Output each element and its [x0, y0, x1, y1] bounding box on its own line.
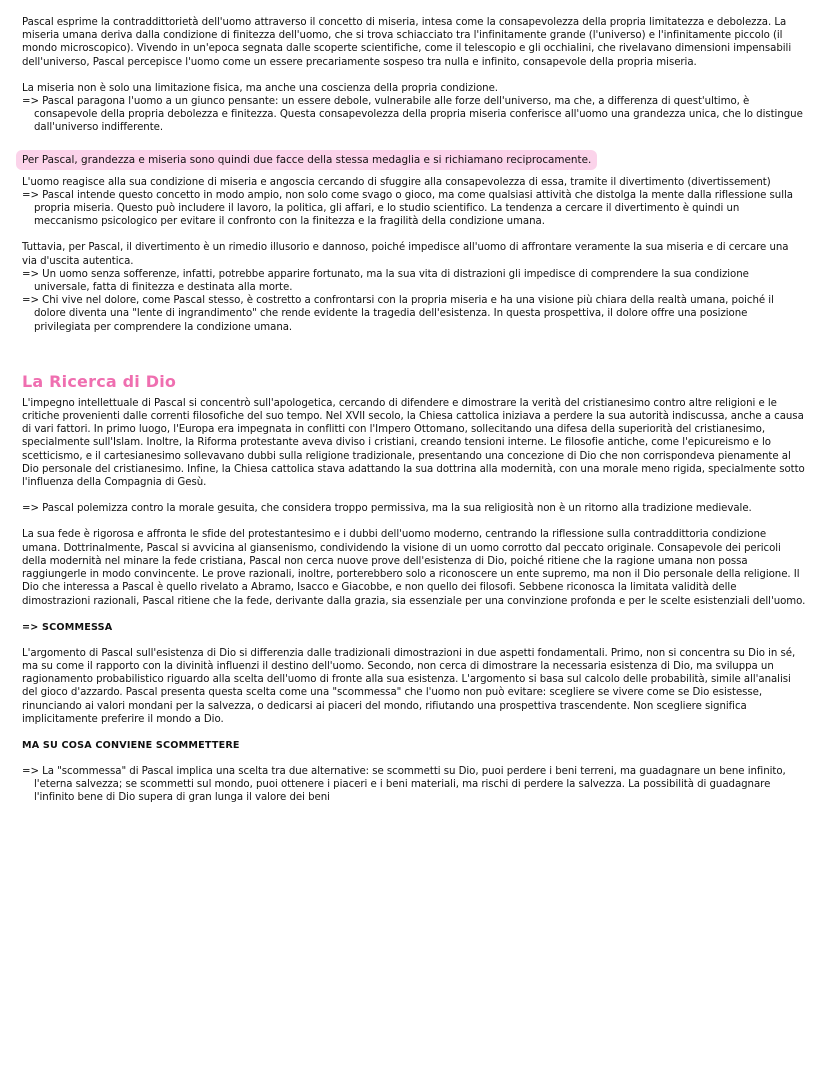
paragraph-divertimento: L'uomo reagisce alla sua condizione di miseria e angoscia cercando di sfuggire alla consapevolezza di essa, tramite il divertimento (divertissement)	[22, 176, 771, 188]
paragraph-fede-rigorosa: La sua fede è rigorosa e affronta le sfide del protestantesimo e i dubbi dell'uomo moderno, centrando la riflessione sulla contraddittoria condizione umana. Dottrinalmente, Pascal si avvicina al giansenismo, condividendo la visione di un uomo corrotto dal peccato originale. Consapevole dei pericoli della modernità nel minare la fede cristiana, Pascal non cerca nuove prove dell'esistenza di Dio, poiché ritiene che la ragione umana non possa raggiungerle in modo convincente. Le prove razionali, inoltre, porterebbero solo a riconoscere un ente supremo, ma non il Dio personale della religione. Il Dio che interessa a Pascal è quello rivelato a Abramo, Isacco e Giacobbe, e non quello dei filosofi. Sebbene riconosca la limitata validità delle dimostrazioni razionali, Pascal ritiene che la fede, derivante dalla grazia, sia essenziale per una convinzione profonda e per le scelte esistenziali dell'uomo.	[22, 529, 806, 607]
paragraph-apologetica: L'impegno intellettuale di Pascal si concentrò sull'apologetica, cercando di difendere e dimostrare la verità del cristianesimo contro altre religioni e le critiche provenienti dalle correnti filosofiche del suo tempo. Nel XVII secolo, la Chiesa cattolica iniziava a perdere la sua autorità indiscussa, anche a causa di vari fattori. In primo luogo, l'Europa era impegnata in conflitti con l'Impero Ottomano, sollecitando una difesa della superiorità del cristianesimo, specialmente sull'Islam. Inoltre, la Riforma protestante aveva diviso i cristiani, creando tensioni interne. Le filosofie antiche, come l'epicureismo e lo scetticismo, e il cartesianesimo sollevavano dubbi sulla religione tradizionale, presentando una concezione di Dio che non corrispondeva pienamente al Dio personale del cristianesimo. Infine, la Chiesa cattolica stava adattando la sua dottrina alla modernità, con una morale meno rigida, specialmente sotto l'influenza della Compagnia di Gesù.	[22, 397, 805, 489]
arrow-giunco-pensante: => Pascal paragona l'uomo a un giunco pensante: un essere debole, vulnerabile alle forze dell'universo, ma che, a differenza di quest'ultimo, è consapevole della propria debolezza e finitezza. Questa consapevolezza della propria miseria conferisce all'uomo una grandezza unica, che lo distingue dall'universo indifferente.	[22, 96, 803, 134]
arrow-morale-gesuita: => Pascal polemizza contro la morale gesuita, che considera troppo permissiva, ma la sua religiosità non è un ritorno alla tradizione medievale.	[22, 503, 752, 515]
paragraph-rimedio-illusorio: Tuttavia, per Pascal, il divertimento è un rimedio illusorio e dannoso, poiché impedisce all'uomo di affrontare veramente la sua miseria e di cercare una via d'uscita autentica.	[22, 242, 789, 267]
label-scommessa: => SCOMMESSA	[22, 621, 113, 633]
label-cosa-conviene: MA SU COSA CONVIENE SCOMMETTERE	[22, 739, 240, 751]
paragraph-miseria: Pascal esprime la contraddittorietà dell'uomo attraverso il concetto di miseria, intesa come la consapevolezza della propria limitatezza e debolezza. La miseria umana deriva dalla condizione di finitezza dell'uomo, che si trova schiacciato tra l'infinitamente grande (l'universo) e l'infinitamente piccolo (il mondo microscopico). Vivendo in un'epoca segnata dalle scoperte scientifiche, come il telescopio e gli occhialini, che rivelavano dimensioni impensabili dell'universo, Pascal percepisce l'uomo come un essere precariamente sospeso tra nulla e infinito, consapevole della propria miseria.	[22, 17, 792, 68]
arrow-chi-vive-nel-dolore: => Chi vive nel dolore, come Pascal stesso, è costretto a confrontarsi con la propria miseria e ha una visione più chiara della realtà umana, poiché il dolore diventa una "lente di ingrandimento" che rende evidente la tragedia dell'esistenza. In questa prospettiva, il dolore offre una posizione privilegiata per comprendere la condizione umana.	[22, 295, 774, 333]
highlighted-statement: Per Pascal, grandezza e miseria sono quindi due facce della stessa medaglia e si richiamano reciprocamente.	[16, 150, 597, 170]
arrow-divertimento: => Pascal intende questo concetto in modo ampio, non solo come svago o gioco, ma come qualsiasi attività che distolga la mente dalla riflessione sulla propria miseria. Questo può includere il lavoro, la politica, gli affari, e lo studio scientifico. La tendenza a cercare il divertimento è quindi un meccanismo psicologico per evitare il confronto con la finitezza e la fragilità della condizione umana.	[22, 189, 793, 228]
arrow-uomo-senza-sofferenze: => Un uomo senza sofferenze, infatti, potrebbe apparire fortunato, ma la sua vita di distrazioni gli impedisce di comprendere la sua condizione universale, fatta di finitezza e destinata alla morte.	[22, 268, 749, 294]
arrow-scelta-alternative: => La "scommessa" di Pascal implica una scelta tra due alternative: se scommetti su Dio, puoi perdere i beni terreni, ma guadagnare un bene infinito, l'eterna salvezza; se scommetti sul mondo, puoi ottenere i piaceri e i beni materiali, ma rischi di perdere la salvezza. La possibilità di guadagnare l'infinito bene di Dio supera di gran lunga il valore dei beni	[22, 765, 786, 804]
paragraph-argomento-scommessa: L'argomento di Pascal sull'esistenza di Dio si differenzia dalle tradizionali dimostrazioni in due aspetti fondamentali. Primo, non si concentra su Dio in sé, ma su come il rapporto con la divinità influenzi il destino dell'uomo. Secondo, non cerca di dimostrare la necessaria esistenza di Dio, ma sviluppa un ragionamento probabilistico riguardo alla scelta dell'uomo di fronte alla sua esistenza. L'argomento si basa sul calcolo delle probabilità, simile all'analisi del gioco d'azzardo. Pascal presenta questa scelta come una "scommessa" che l'uomo non può evitare: scegliere se vivere come se Dio esistesse, rinunciando ai valori mondani per la salvezza, o dedicarsi ai piaceri del mondo, rifiutando una prospettiva trascendente. Non scegliere significa implicitamente preferire il mondo a Dio.	[22, 647, 796, 725]
section-title: La Ricerca di Dio	[22, 371, 177, 391]
paragraph-coscienza: La miseria non è solo una limitazione fisica, ma anche una coscienza della propria condizione.	[22, 82, 498, 94]
